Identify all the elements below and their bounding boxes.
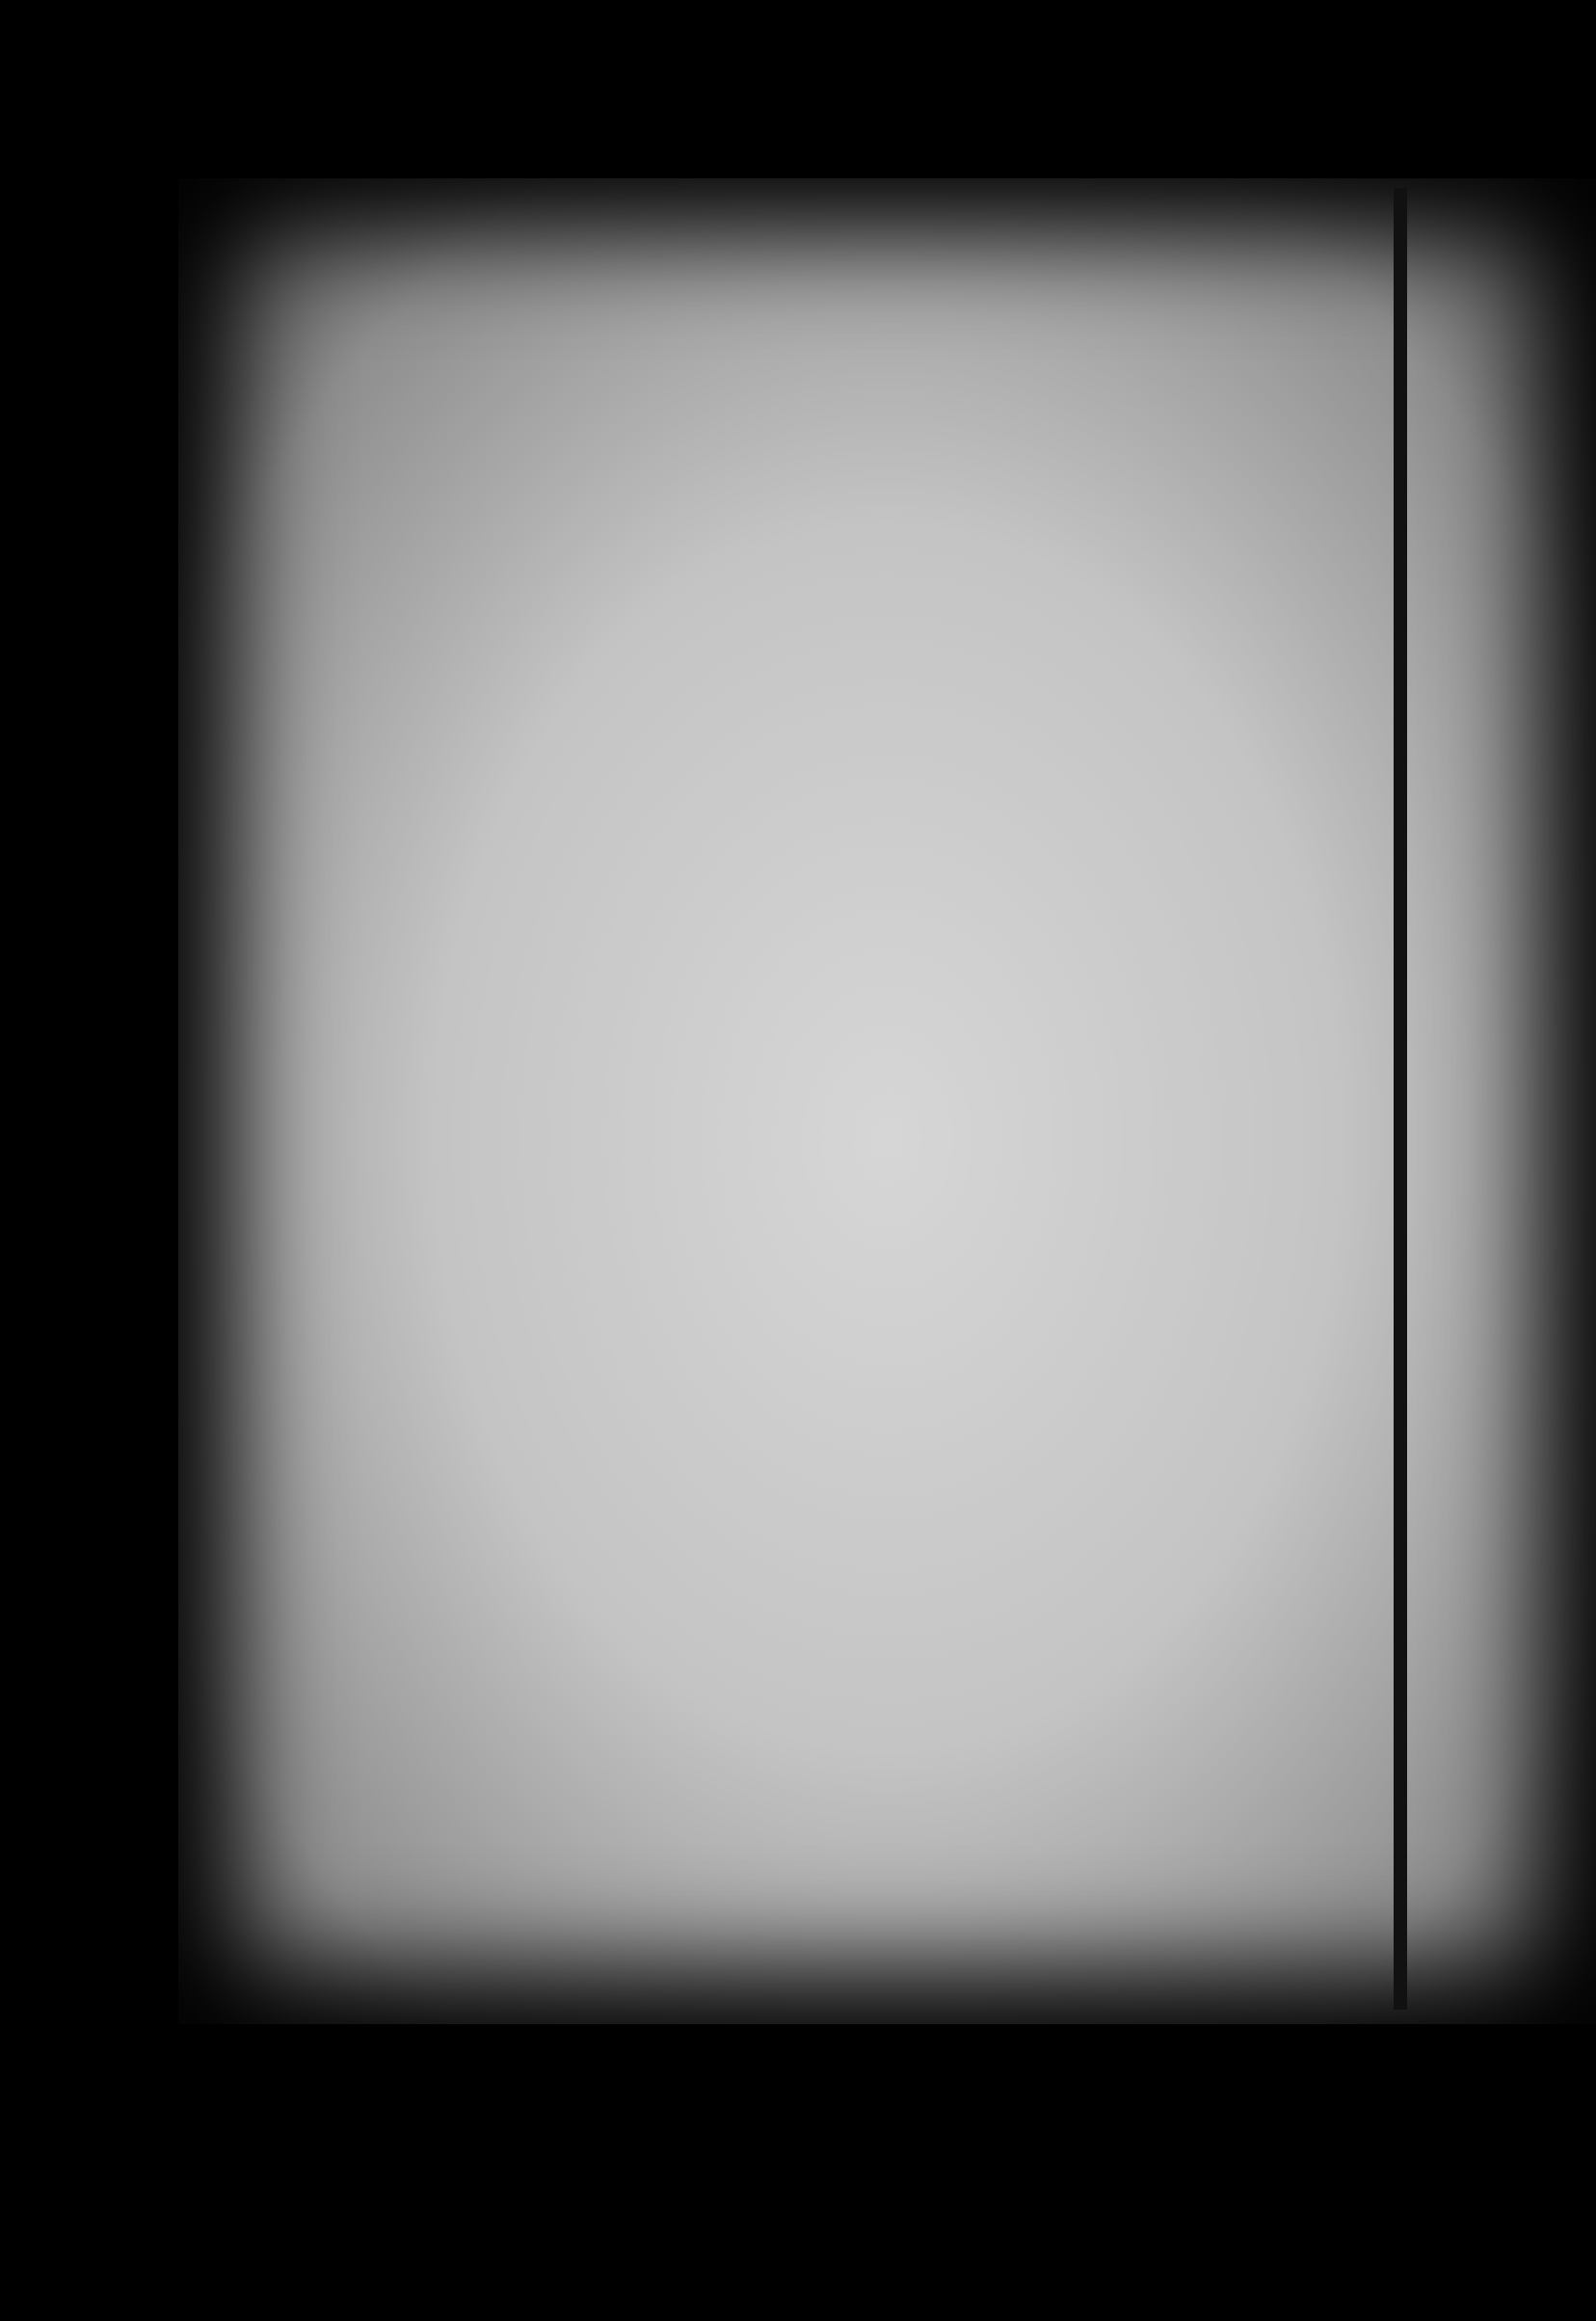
right-page-fragment bbox=[1409, 188, 1596, 2010]
page-gutter bbox=[1394, 188, 1407, 2010]
left-page bbox=[222, 193, 1393, 2005]
